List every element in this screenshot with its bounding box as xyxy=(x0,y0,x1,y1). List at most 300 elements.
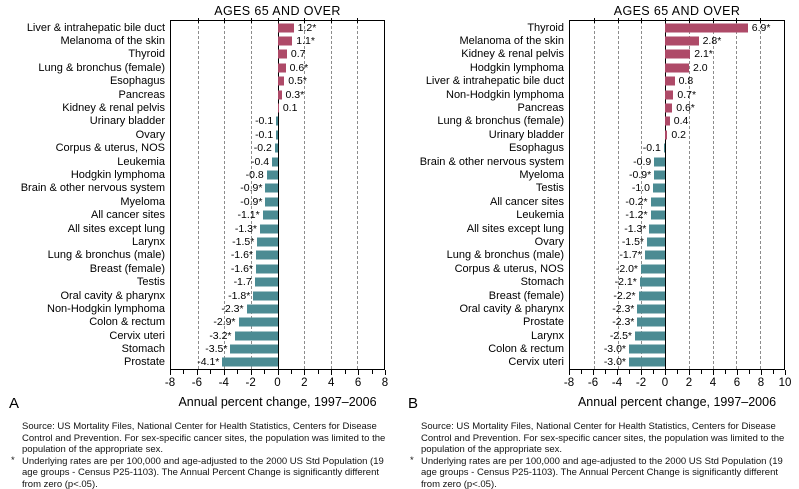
category-label: Colon & rectum xyxy=(89,316,165,329)
chart-body xyxy=(0,20,399,370)
category-label: Breast (female) xyxy=(488,289,564,302)
bar-cell xyxy=(569,168,785,181)
value-label: -1.3* xyxy=(624,222,647,235)
x-axis-label: Annual percent change, 1997–2006 xyxy=(577,395,777,409)
chart-row xyxy=(0,208,399,221)
negative-bar xyxy=(629,345,665,354)
bar-cell xyxy=(170,61,385,74)
bar-cell xyxy=(569,249,785,262)
positive-bar xyxy=(278,50,287,59)
bar-cell xyxy=(569,61,785,74)
axis-tick-label: 8 xyxy=(381,377,389,389)
category-label: Melanoma of the skin xyxy=(60,35,165,48)
category-label: Kidney & renal pelvis xyxy=(461,48,564,61)
value-label: 0.6* xyxy=(676,102,695,115)
axis-tick xyxy=(183,370,184,374)
chart-row xyxy=(399,48,799,61)
bar-cell xyxy=(170,235,385,248)
bar-cell xyxy=(569,316,785,329)
value-label: -2.3* xyxy=(221,302,244,315)
bar-cell xyxy=(569,128,785,141)
negative-bar xyxy=(653,184,665,193)
value-label: 0.6* xyxy=(289,61,309,74)
value-label: -3.5* xyxy=(205,343,228,356)
footnote-source: Source: US Mortality Files, National Center for Health Statistics, Centers for Disease Control and Prevention. For sex-specific cancer sites, the population was limited to the population of the appropriate sex. xyxy=(22,421,386,455)
chart-row xyxy=(399,275,799,288)
category-label: All sites except lung xyxy=(466,222,564,235)
axis-spacer xyxy=(399,370,569,393)
category-label: Myeloma xyxy=(519,168,564,181)
axis-tick xyxy=(569,370,570,375)
chart-row xyxy=(399,316,799,329)
value-label: -0.1 xyxy=(255,128,274,141)
positive-bar xyxy=(665,130,667,139)
bar-cell xyxy=(170,222,385,235)
positive-bar xyxy=(278,23,294,32)
value-label: -2.1* xyxy=(614,276,637,289)
category-label: Stomach xyxy=(121,343,165,356)
bar-cell xyxy=(569,195,785,208)
positive-bar xyxy=(665,37,699,46)
negative-bar xyxy=(640,278,665,287)
axis-tick xyxy=(713,370,714,375)
axis-tick-label: -6 xyxy=(587,377,599,389)
category-label: Lung & bronchus (female) xyxy=(38,61,165,74)
axis-tick xyxy=(170,370,171,375)
positive-bar xyxy=(665,50,690,59)
value-label: -2.2* xyxy=(613,289,636,302)
chart-row xyxy=(399,75,799,88)
category-label: Colon & rectum xyxy=(488,343,564,356)
negative-bar xyxy=(253,291,277,300)
category-label: Non-Hodgkin lymphoma xyxy=(446,88,564,101)
negative-bar xyxy=(235,331,278,340)
positive-bar xyxy=(665,63,689,72)
negative-bar xyxy=(641,264,665,273)
axis-tick xyxy=(224,370,225,375)
negative-bar xyxy=(272,157,277,166)
rows xyxy=(399,21,799,369)
category-label: Brain & other nervous system xyxy=(419,155,564,168)
chart-row xyxy=(399,101,799,114)
chart-row xyxy=(0,182,399,195)
bar-cell xyxy=(569,21,785,34)
negative-bar xyxy=(651,211,665,220)
bar-cell xyxy=(170,48,385,61)
bar-cell xyxy=(569,182,785,195)
chart-row xyxy=(0,115,399,128)
category-label: Thyroid xyxy=(527,21,564,34)
footnote-asterisk: * xyxy=(11,454,15,466)
bar-cell xyxy=(569,34,785,47)
axis-tick-label: 10 xyxy=(778,377,792,389)
bar-cell xyxy=(170,128,385,141)
bar-cell xyxy=(170,182,385,195)
negative-bar xyxy=(256,251,278,260)
category-label: Prostate xyxy=(124,356,165,369)
bar-cell xyxy=(170,356,385,369)
negative-bar xyxy=(267,170,278,179)
category-label: Corpus & uterus, NOS xyxy=(454,262,564,275)
value-label: 0.1 xyxy=(282,102,298,115)
x-axis xyxy=(164,370,389,393)
footnote-starred-text: Underlying rates are per 100,000 and age-adjusted to the 2000 US Std Population (19 age groups - Census P25-1103). The Annual Percent Change is significantly different from zero (p<.05). xyxy=(22,455,384,489)
value-label: -2.5* xyxy=(609,329,632,342)
bar-cell xyxy=(569,101,785,114)
axis-tick xyxy=(581,370,582,374)
value-label: -0.8 xyxy=(245,168,264,181)
value-label: 6.9* xyxy=(751,21,771,34)
x-axis-row xyxy=(0,370,399,393)
category-label: Pancreas xyxy=(517,102,564,115)
chart-row xyxy=(399,21,799,34)
axis-tick xyxy=(737,370,738,375)
value-label: -0.4 xyxy=(251,155,270,168)
axis-tick xyxy=(210,370,211,374)
panel-b xyxy=(399,0,799,489)
value-label: 1.1* xyxy=(296,35,315,48)
value-label: 2.1* xyxy=(694,48,713,61)
axis-tick xyxy=(725,370,726,374)
category-label: Breast (female) xyxy=(89,262,165,275)
chart-row xyxy=(0,142,399,155)
negative-bar xyxy=(265,184,277,193)
chart-row xyxy=(399,262,799,275)
axis-tick xyxy=(701,370,702,374)
value-label: -3.0* xyxy=(603,343,626,356)
category-label: Liver & intrahepatic bile duct xyxy=(425,75,564,88)
bar-cell xyxy=(569,142,785,155)
category-label: Melanoma of the skin xyxy=(459,35,564,48)
category-label: All cancer sites xyxy=(91,209,165,222)
value-label: -0.2 xyxy=(253,142,272,155)
negative-bar xyxy=(647,237,665,246)
chart-row xyxy=(399,235,799,248)
chart-row xyxy=(0,155,399,168)
category-label: Lung & bronchus (female) xyxy=(437,115,564,128)
chart-row xyxy=(399,168,799,181)
value-label: -0.1 xyxy=(255,115,274,128)
bar-cell xyxy=(170,115,385,128)
axis-tick xyxy=(251,370,252,375)
axis-tick-label: -6 xyxy=(191,377,202,389)
value-label: -0.9* xyxy=(240,182,263,195)
bar-cell xyxy=(170,342,385,355)
axis-tick-label: 4 xyxy=(328,377,335,389)
positive-bar xyxy=(665,90,673,99)
axis-tick xyxy=(345,370,346,374)
axis-tick xyxy=(593,370,594,375)
axis-tick-label: 2 xyxy=(301,377,308,389)
value-label: -1.5* xyxy=(232,235,255,248)
axis-tick xyxy=(629,370,630,374)
bar-cell xyxy=(170,34,385,47)
category-label: Hodgkin lymphoma xyxy=(469,61,564,74)
footnote-asterisk: * xyxy=(410,454,414,466)
value-label: 0.2 xyxy=(671,128,686,141)
axis-tick-label: 6 xyxy=(733,377,741,389)
axis-tick-label: 4 xyxy=(709,377,717,389)
category-label: Prostate xyxy=(523,316,564,329)
category-label: Esophagus xyxy=(508,142,564,155)
axis-tick-label: -4 xyxy=(611,377,623,389)
value-label: -1.8* xyxy=(228,289,251,302)
axis-tick xyxy=(318,370,319,374)
axis-tick xyxy=(237,370,238,374)
negative-bar xyxy=(629,358,665,367)
category-label: All sites except lung xyxy=(67,222,165,235)
rows xyxy=(0,21,399,369)
bar-cell xyxy=(569,289,785,302)
footnotes xyxy=(399,421,799,489)
footnote-starred xyxy=(11,454,392,489)
bar-cell xyxy=(170,195,385,208)
value-label: -1.2* xyxy=(625,209,648,222)
category-label: Esophagus xyxy=(109,75,165,88)
category-label: Stomach xyxy=(520,276,564,289)
negative-bar xyxy=(239,318,278,327)
xlabel-row xyxy=(399,393,799,414)
value-label: -1.7* xyxy=(619,249,642,262)
value-label: 0.8 xyxy=(678,75,694,88)
chart-row xyxy=(0,235,399,248)
value-label: -3.0* xyxy=(603,356,626,369)
bar-cell xyxy=(170,142,385,155)
chart-row xyxy=(399,208,799,221)
chart-row xyxy=(399,34,799,47)
chart-row xyxy=(399,356,799,369)
bar-cell xyxy=(569,155,785,168)
category-label: Leukemia xyxy=(117,155,165,168)
category-label: Non-Hodgkin lymphoma xyxy=(47,302,165,315)
category-label: Pancreas xyxy=(118,88,165,101)
negative-bar xyxy=(247,304,278,313)
bar-cell xyxy=(569,208,785,221)
axis-tick xyxy=(197,370,198,375)
chart-title: AGES 65 AND OVER xyxy=(613,4,741,18)
axis-tick xyxy=(264,370,265,374)
negative-bar xyxy=(257,237,277,246)
axis-tick xyxy=(278,370,279,375)
value-label: -1.6* xyxy=(230,262,253,275)
chart-row xyxy=(0,61,399,74)
axis-tick-label: 2 xyxy=(685,377,693,389)
axis-tick xyxy=(677,370,678,374)
negative-bar xyxy=(639,291,665,300)
panel-letter: A xyxy=(9,395,20,412)
footnotes xyxy=(0,421,399,489)
chart-title: AGES 65 AND OVER xyxy=(214,4,341,18)
value-label: -0.1 xyxy=(642,142,661,155)
negative-bar xyxy=(260,224,277,233)
chart-row xyxy=(399,155,799,168)
chart-row xyxy=(0,249,399,262)
value-label: -1.6* xyxy=(230,249,253,262)
bar-cell xyxy=(170,208,385,221)
x-axis xyxy=(563,370,792,393)
positive-bar xyxy=(665,23,748,32)
negative-bar xyxy=(256,264,278,273)
negative-bar xyxy=(276,117,277,126)
bar-cell xyxy=(170,21,385,34)
chart-row xyxy=(399,115,799,128)
axis-tick xyxy=(653,370,654,374)
axis-tick xyxy=(665,370,666,375)
category-label: Oral cavity & pharynx xyxy=(60,289,165,302)
panel-a xyxy=(0,0,399,489)
value-label: -2.9* xyxy=(213,316,236,329)
bar-cell xyxy=(569,275,785,288)
axis-tick-label: 0 xyxy=(661,377,669,389)
value-label: -0.9* xyxy=(240,195,263,208)
footnote-starred xyxy=(410,454,792,489)
category-label: Testis xyxy=(535,182,564,195)
axis-tick xyxy=(617,370,618,375)
value-label: -2.0* xyxy=(615,262,639,275)
category-label: Ovary xyxy=(135,128,165,141)
footnote-starred-text: Underlying rates are per 100,000 and age-adjusted to the 2000 US Std Population (19 age groups - Census P25-1103). The Annual Percent Change is significantly different from zero (p<.05). xyxy=(421,455,783,489)
xlabel-row xyxy=(0,393,399,414)
axis-tick-label: -2 xyxy=(245,377,256,389)
value-label: -0.2* xyxy=(625,195,648,208)
category-label: Lung & bronchus (male) xyxy=(446,249,564,262)
bar-cell xyxy=(170,289,385,302)
bar-cell xyxy=(569,75,785,88)
chart-row xyxy=(0,128,399,141)
category-label: Lung & bronchus (male) xyxy=(47,249,165,262)
category-label: Urinary bladder xyxy=(488,128,564,141)
bar-cell xyxy=(569,88,785,101)
value-label: -0.9 xyxy=(633,155,652,168)
chart-row xyxy=(0,316,399,329)
axis-tick xyxy=(291,370,292,374)
bar-cell xyxy=(170,168,385,181)
panel-letter: B xyxy=(408,395,419,412)
x-axis-row xyxy=(399,370,799,393)
chart-row xyxy=(0,34,399,47)
bar-cell xyxy=(170,302,385,315)
negative-bar xyxy=(263,211,278,220)
category-label: Liver & intrahepatic bile duct xyxy=(26,21,165,34)
chart-row xyxy=(0,168,399,181)
axis-tick-label: 6 xyxy=(354,377,362,389)
bar-cell xyxy=(569,329,785,342)
category-label: Kidney & renal pelvis xyxy=(62,102,165,115)
chart-row xyxy=(0,195,399,208)
negative-bar xyxy=(255,278,278,287)
chart-row xyxy=(0,329,399,342)
chart-row xyxy=(399,249,799,262)
axis-tick xyxy=(605,370,606,374)
negative-bar xyxy=(230,345,277,354)
category-label: Larynx xyxy=(530,329,564,342)
axis-tick xyxy=(785,370,786,375)
axis-tick xyxy=(761,370,762,375)
bar-cell xyxy=(569,342,785,355)
chart-row xyxy=(399,182,799,195)
bar-cell xyxy=(170,275,385,288)
bar-cell xyxy=(569,235,785,248)
value-label: 0.3* xyxy=(285,88,305,101)
chart-row xyxy=(0,48,399,61)
axis-tick xyxy=(689,370,690,375)
chart-row xyxy=(0,342,399,355)
axis-tick-label: 0 xyxy=(274,377,281,389)
chart-row xyxy=(399,302,799,315)
negative-bar xyxy=(664,144,665,153)
category-label: Leukemia xyxy=(516,209,564,222)
axis-tick xyxy=(773,370,774,374)
category-label: Cervix uteri xyxy=(109,329,165,342)
category-label: Hodgkin lymphoma xyxy=(70,168,165,181)
value-label: 1.2* xyxy=(297,21,317,34)
chart-row xyxy=(399,195,799,208)
bar-cell xyxy=(170,88,385,101)
axis-tick xyxy=(385,370,386,375)
positive-bar xyxy=(278,90,282,99)
bar-cell xyxy=(170,329,385,342)
chart-row xyxy=(399,222,799,235)
value-label: -3.2* xyxy=(209,329,232,342)
value-label: -0.9* xyxy=(629,168,652,181)
negative-bar xyxy=(637,318,665,327)
value-label: -1.3* xyxy=(234,222,258,235)
negative-bar xyxy=(654,157,665,166)
chart-row xyxy=(399,289,799,302)
bar-cell xyxy=(569,262,785,275)
category-label: Ovary xyxy=(534,235,564,248)
negative-bar xyxy=(635,331,665,340)
negative-bar xyxy=(275,144,278,153)
axis-tick-label: -8 xyxy=(563,377,575,389)
chart-row xyxy=(0,275,399,288)
bar-cell xyxy=(569,302,785,315)
category-label: All cancer sites xyxy=(490,195,564,208)
bar-cell xyxy=(170,262,385,275)
positive-bar xyxy=(278,104,279,113)
bar-cell xyxy=(569,115,785,128)
footnote-source: Source: US Mortality Files, National Center for Health Statistics, Centers for Disease Control and Prevention. For sex-specific cancer sites, the population was limited to the population of the appropriate sex. xyxy=(421,421,785,455)
chart-row xyxy=(0,289,399,302)
chart-row xyxy=(399,61,799,74)
chart-row xyxy=(399,342,799,355)
value-label: 0.4 xyxy=(673,115,689,128)
axis-tick-label: -2 xyxy=(635,377,647,389)
negative-bar xyxy=(651,197,665,206)
bar-cell xyxy=(170,249,385,262)
category-label: Urinary bladder xyxy=(89,115,165,128)
positive-bar xyxy=(665,77,675,86)
chart-row xyxy=(0,356,399,369)
axis-tick xyxy=(372,370,373,374)
axis-tick-label: -4 xyxy=(218,377,229,389)
category-label: Testis xyxy=(136,276,165,289)
value-label: -1.7 xyxy=(233,276,252,289)
positive-bar xyxy=(278,77,285,86)
chart-row xyxy=(0,222,399,235)
value-label: -2.3* xyxy=(612,316,635,329)
category-label: Thyroid xyxy=(128,48,165,61)
bar-cell xyxy=(170,316,385,329)
positive-bar xyxy=(665,104,672,113)
category-label: Corpus & uterus, NOS xyxy=(55,142,165,155)
positive-bar xyxy=(278,63,286,72)
category-label: Cervix uteri xyxy=(508,356,564,369)
negative-bar xyxy=(276,130,277,139)
x-axis-label: Annual percent change, 1997–2006 xyxy=(178,395,377,409)
value-label: -4.1* xyxy=(197,356,220,369)
value-label: 2.8* xyxy=(702,35,722,48)
